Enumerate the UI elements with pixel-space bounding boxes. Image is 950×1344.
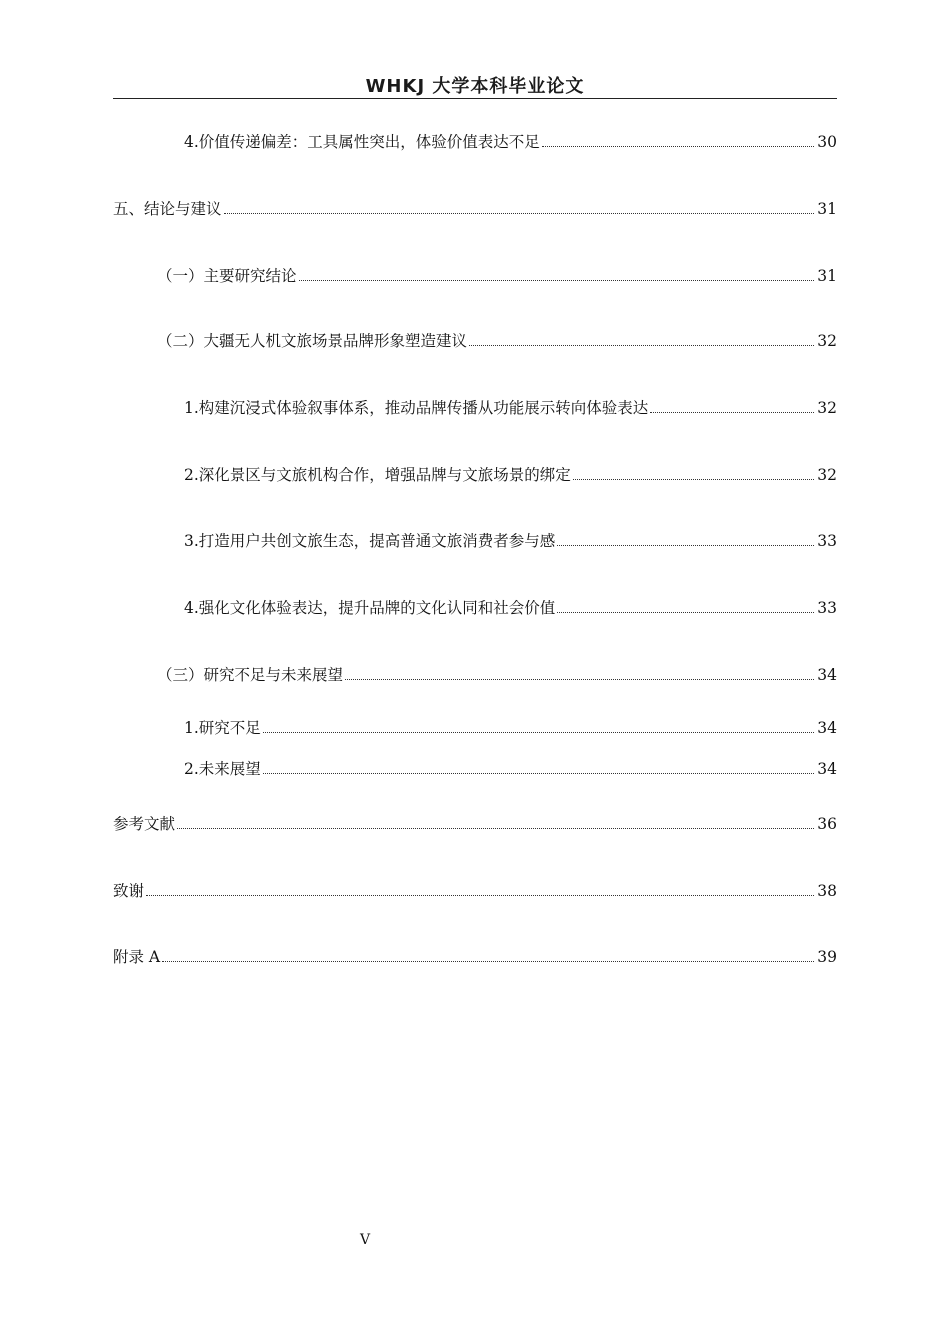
toc-entry[interactable] xyxy=(113,877,837,901)
toc-page-number: 32 xyxy=(817,399,837,417)
toc-dot-leader xyxy=(469,345,814,346)
toc-dot-leader xyxy=(224,213,815,214)
toc-entry-label: （一）主要研究结论 xyxy=(157,267,297,285)
toc-entry-label: 3.打造用户共创文旅生态，提高普通文旅消费者参与感 xyxy=(184,532,556,550)
toc-entry-label: 参考文献 xyxy=(113,815,176,833)
toc-page-number: 36 xyxy=(817,815,837,833)
toc-dot-leader xyxy=(542,146,814,147)
toc-page-number: 33 xyxy=(817,532,837,550)
toc-entry-label: 4.强化文化体验表达，提升品牌的文化认同和社会价值 xyxy=(184,599,556,617)
toc-entry-label: 1.构建沉浸式体验叙事体系，推动品牌传播从功能展示转向体验表达 xyxy=(184,399,649,417)
toc-page-number: 31 xyxy=(817,267,837,285)
toc-dot-leader xyxy=(263,773,814,774)
toc-entry[interactable] xyxy=(113,527,837,551)
toc-dot-leader xyxy=(177,828,814,829)
toc-page-number: 33 xyxy=(817,599,837,617)
toc-entry[interactable] xyxy=(113,195,837,219)
toc-page-number: 32 xyxy=(817,466,837,484)
page-header xyxy=(113,66,837,99)
toc-entry-label: 1.研究不足 xyxy=(184,719,261,737)
toc-page-number: 34 xyxy=(817,760,837,778)
toc-entry[interactable] xyxy=(113,594,837,618)
toc-entry-label: （二）大疆无人机文旅场景品牌形象塑造建议 xyxy=(157,332,468,350)
toc-entry[interactable] xyxy=(113,262,837,286)
toc-page-number: 30 xyxy=(817,133,837,151)
toc-entry[interactable] xyxy=(113,810,837,834)
toc-page-number: 38 xyxy=(817,882,837,900)
toc-entry[interactable] xyxy=(113,661,837,685)
toc-dot-leader xyxy=(299,280,815,281)
toc-entry-label: （三）研究不足与未来展望 xyxy=(157,666,344,684)
toc-entry[interactable] xyxy=(113,327,837,351)
toc-entry-label: 附录 A xyxy=(113,948,161,966)
toc-entry-label: 2.深化景区与文旅机构合作，增强品牌与文旅场景的绑定 xyxy=(184,466,571,484)
toc-dot-leader xyxy=(557,612,814,613)
toc-entry-label: 4.价值传递偏差：工具属性突出，体验价值表达不足 xyxy=(184,133,540,151)
toc-page-number: 34 xyxy=(817,666,837,684)
toc-entry-label: 2.未来展望 xyxy=(184,760,261,778)
toc-entry-label: 致谢 xyxy=(113,882,145,900)
toc-dot-leader xyxy=(573,479,814,480)
toc-dot-leader xyxy=(146,895,814,896)
toc-entry[interactable] xyxy=(113,461,837,485)
toc-dot-leader xyxy=(557,545,814,546)
toc-page-number: 31 xyxy=(817,200,837,218)
page-number-footer: V xyxy=(359,1232,371,1248)
toc-page-number: 39 xyxy=(817,948,837,966)
toc-dot-leader xyxy=(162,961,814,962)
toc-dot-leader xyxy=(263,732,814,733)
thesis-header-title: WHKJ 大学本科毕业论文 xyxy=(365,76,585,97)
toc-dot-leader xyxy=(345,679,814,680)
toc-dot-leader xyxy=(650,412,814,413)
toc-entry[interactable] xyxy=(113,128,837,152)
toc-page-number: 34 xyxy=(817,719,837,737)
toc-entry[interactable] xyxy=(113,755,837,779)
toc-page-number: 32 xyxy=(817,332,837,350)
toc-entry-label: 五、结论与建议 xyxy=(113,200,222,218)
toc-entry[interactable] xyxy=(113,943,837,967)
toc-entry[interactable] xyxy=(113,394,837,418)
toc-entry[interactable] xyxy=(113,714,837,738)
